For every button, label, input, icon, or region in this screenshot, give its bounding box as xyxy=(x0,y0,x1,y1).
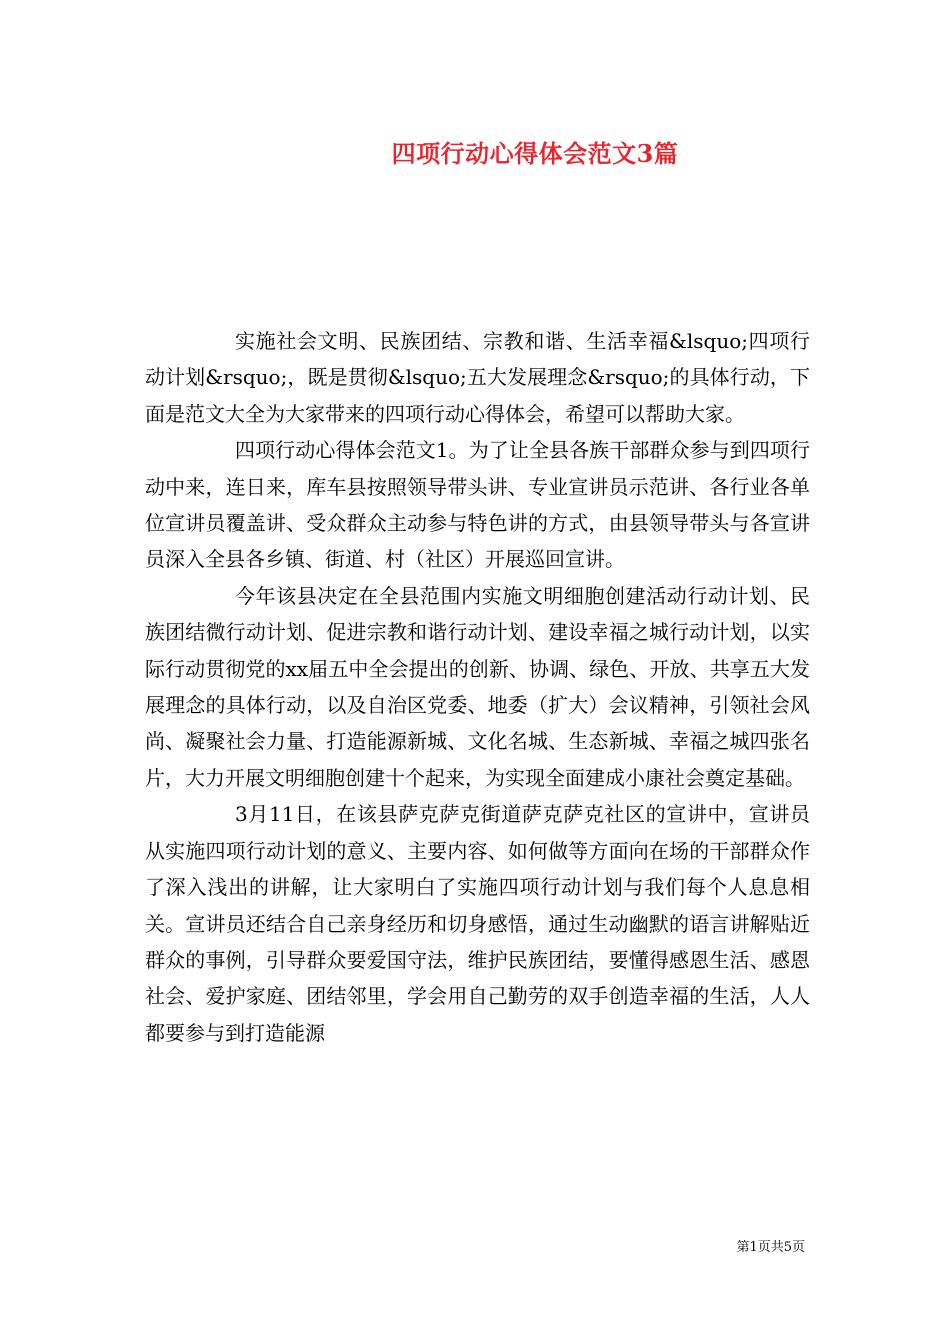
page-number-footer: 第1页共5页 xyxy=(736,1240,805,1255)
paragraph-2: 今年该县决定在全县范围内实施文明细胞创建活动行动计划、民族团结微行动计划、促进宗教和谐行动计划、建设幸福之城行动计划，以实际行动贯彻党的xx届五中全会提出的创新、协调、绿色、开放、共享五大发展理念的具体行动，以及自治区党委、地委（扩大）会议精神，引领社会风尚、凝聚社会力量、打造能源新城、文化名城、生态新城、幸福之城四张名片，大力开展文明细胞创建十个起来，为实现全面建成小康社会奠定基础。 xyxy=(145,583,810,790)
paragraph-1: 四项行动心得体会范文1。为了让全县各族干部群众参与到四项行动中来，连日来，库车县按照领导带头讲、专业宣讲员示范讲、各行业各单位宣讲员覆盖讲、受众群众主动参与特色讲的方式，由县领导带头与各宣讲员深入全县各乡镇、街道、村（社区）开展巡回宣讲。 xyxy=(145,438,810,572)
paragraph-3: 3月11日，在该县萨克萨克街道萨克萨克社区的宣讲中，宣讲员从实施四项行动计划的意义、主要内容、如何做等方面向在场的干部群众作了深入浅出的讲解，让大家明白了实施四项行动计划与我们每个人息息相关。宣讲员还结合自己亲身经历和切身感悟，通过生动幽默的语言讲解贴近群众的事例，引导群众要爱国守法，维护民族团结，要懂得感恩生活、感恩社会、爱护家庭、团结邻里，学会用自己勤劳的双手创造幸福的生活，人人都要参与到打造能源 xyxy=(145,802,810,1045)
document-body xyxy=(145,323,810,1051)
paragraph-intro: 实施社会文明、民族团结、宗教和谐、生活幸福&lsquo;四项行动计划&rsquo;，既是贯彻&lsquo;五大发展理念&rsquo;的具体行动，下面是范文大全为大家带来的四项行动心得体会，希望可以帮助大家。 xyxy=(145,329,810,426)
document-title: 四项行动心得体会范文3篇 xyxy=(391,139,679,168)
